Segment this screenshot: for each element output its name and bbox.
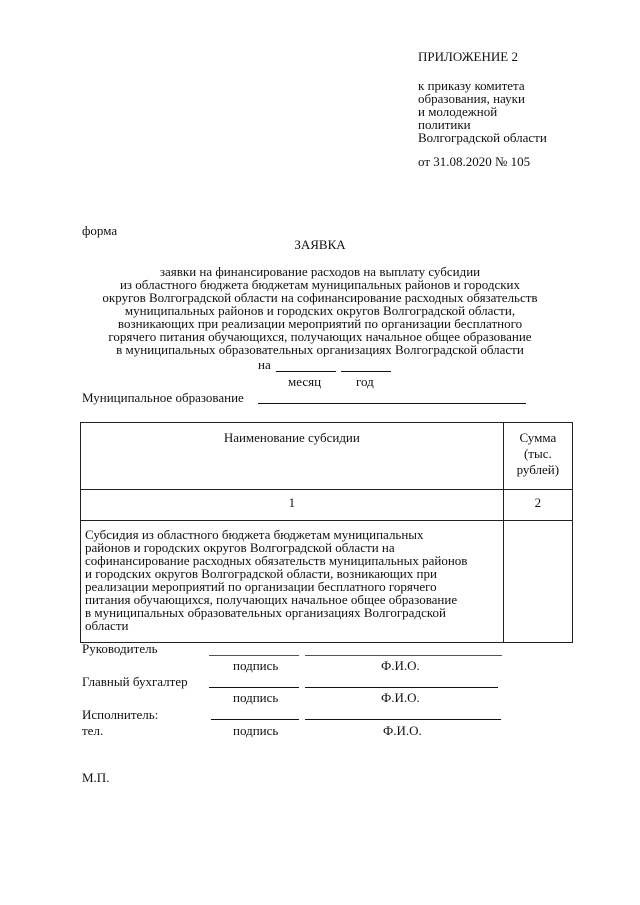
accountant-name-line[interactable] [305,687,498,688]
sign-caption: подпись [233,658,279,673]
subtitle-line: из областного бюджета бюджетам муниципальных районов и городских [119,277,521,292]
sign-caption: подпись [233,690,279,705]
subtitle-line: в муниципальных образовательных организациях Волгоградской области [116,342,524,357]
municipality-field-line[interactable] [258,403,526,404]
executor-label: Исполнитель: [82,707,159,722]
subsidy-line: районов и городских округов Волгоградской области на [85,540,395,555]
subsidy-line: области [85,618,129,633]
month-caption: месяц [288,374,322,389]
subsidy-line: и городских округов Волгоградской области, возникающих при [85,566,437,581]
subsidy-table [80,422,573,643]
year-field-line[interactable] [341,371,391,372]
header-sum-line: рублей) [516,462,560,477]
year-caption: год [356,374,374,389]
head-name-line[interactable] [305,655,502,656]
subsidy-sum-cell[interactable] [503,521,572,643]
subtitle-line: заявки на финансирование расходов на выплату субсидии [159,264,481,279]
subtitle-line: муниципальных районов и городских округов Волгоградской области, [124,303,516,318]
month-field-line[interactable] [276,371,336,372]
order-date: от 31.08.2020 № 105 [418,154,531,169]
table-row [81,521,573,643]
document-title: ЗАЯВКА [294,237,346,252]
subsidy-line: в муниципальных образовательных организациях Волгоградской [85,605,446,620]
name-caption: Ф.И.О. [381,690,420,705]
stamp-label: М.П. [82,770,110,785]
name-caption: Ф.И.О. [383,723,422,738]
executor-sign-line[interactable] [211,719,299,720]
column-number: 1 [81,490,504,521]
accountant-label: Главный бухгалтер [82,674,188,689]
name-caption: Ф.И.О. [381,658,420,673]
subtitle-line: возникающих при реализации мероприятий по организации бесплатного [117,316,523,331]
subsidy-line: софинансирование расходных обязательств муниципальных районов [85,553,468,568]
sign-caption: подпись [233,723,279,738]
column-number: 2 [503,490,572,521]
subtitle-line: горячего питания обучающихся, получающих начальное общее образование [108,329,532,344]
executor-name-line[interactable] [305,719,501,720]
header-subsidy-name: Наименование субсидии [81,423,504,490]
subsidy-line: реализации мероприятий по организации бесплатного горячего [85,579,437,594]
table-number-row [81,490,573,521]
head-sign-line[interactable] [209,655,299,656]
order-line: политики [418,117,471,132]
header-sum-line: Сумма [519,430,557,445]
subsidy-line: питания обучающихся, получающих начальное общее образование [85,592,458,607]
header-sum-line: (тыс. [523,446,552,461]
order-line: Волгоградской области [418,130,547,145]
municipality-label: Муниципальное образование [82,390,244,405]
phone-label: тел. [82,723,104,738]
order-line: к приказу комитета [418,78,525,93]
period-prefix: на [258,357,271,372]
accountant-sign-line[interactable] [209,687,299,688]
subsidy-line: Субсидия из областного бюджета бюджетам муниципальных [85,527,424,542]
table-header-row [81,423,573,490]
header-sum [503,423,572,490]
appendix-title: ПРИЛОЖЕНИЕ 2 [418,49,518,64]
subsidy-description [81,521,504,643]
order-line: образования, науки [418,91,525,106]
order-line: и молодежной [418,104,498,119]
form-label: форма [82,223,118,238]
head-label: Руководитель [82,641,158,656]
subtitle-line: округов Волгоградской области на софинансирование расходных обязательств [102,290,538,305]
